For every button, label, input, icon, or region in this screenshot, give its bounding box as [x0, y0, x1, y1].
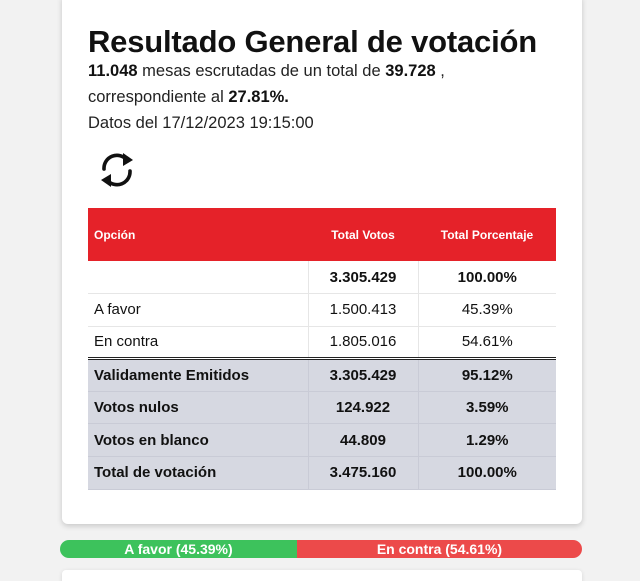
summary-votos: 44.809 [308, 424, 418, 457]
summary-opcion: Votos en blanco [88, 424, 308, 457]
table-row [88, 261, 556, 294]
row-votos: 1.805.016 [308, 326, 418, 359]
summary-opcion: Validamente Emitidos [88, 359, 308, 392]
summary-row [88, 391, 556, 424]
summary-porcentaje: 100.00% [418, 457, 556, 490]
summary-porcentaje: 3.59% [418, 391, 556, 424]
summary-porcentaje: 1.29% [418, 424, 556, 457]
table-header-row [88, 208, 556, 261]
results-card [62, 0, 582, 524]
summary-votos: 124.922 [308, 391, 418, 424]
fecha-datos: Datos del 17/12/2023 19:15:00 [88, 114, 314, 132]
row-votos: 3.305.429 [308, 261, 418, 294]
table-row [88, 294, 556, 327]
summary-votos: 3.475.160 [308, 457, 418, 490]
summary-row [88, 359, 556, 392]
row-porcentaje: 54.61% [418, 326, 556, 359]
summary-row [88, 424, 556, 457]
progress-segment-favor: A favor (45.39%) [60, 540, 297, 558]
mesas-text: mesas escrutadas de un total de [137, 62, 386, 80]
results-table [88, 208, 556, 490]
summary-opcion: Votos nulos [88, 391, 308, 424]
results-progress-bar [60, 540, 582, 558]
next-card [62, 570, 582, 581]
table-row [88, 326, 556, 359]
summary-porcentaje: 95.12% [418, 359, 556, 392]
row-opcion: En contra [88, 326, 308, 359]
column-header-total-porcentaje: Total Porcentaje [418, 208, 556, 261]
row-opcion: A favor [88, 294, 308, 327]
row-porcentaje: 45.39% [418, 294, 556, 327]
summary-votos: 3.305.429 [308, 359, 418, 392]
page-title: Resultado General de votación [88, 24, 537, 59]
column-header-total-votos: Total Votos [308, 208, 418, 261]
row-opcion [88, 261, 308, 294]
mesas-escrutadas: 11.048 [88, 62, 138, 80]
row-porcentaje: 100.00% [418, 261, 556, 294]
summary-row [88, 457, 556, 490]
mesas-total: 39.728 [385, 62, 436, 80]
summary-opcion: Total de votación [88, 457, 308, 490]
refresh-icon[interactable] [96, 150, 138, 190]
porcentaje-escrutado: 27.81%. [228, 88, 289, 106]
mesas-suffix: , [435, 62, 445, 80]
progress-segment-contra: En contra (54.61%) [297, 540, 582, 558]
correspondiente-text: correspondiente al [88, 88, 229, 106]
porcentaje-line [88, 88, 289, 107]
row-votos: 1.500.413 [308, 294, 418, 327]
column-header-opcion: Opción [88, 208, 308, 261]
mesas-summary [88, 62, 445, 81]
